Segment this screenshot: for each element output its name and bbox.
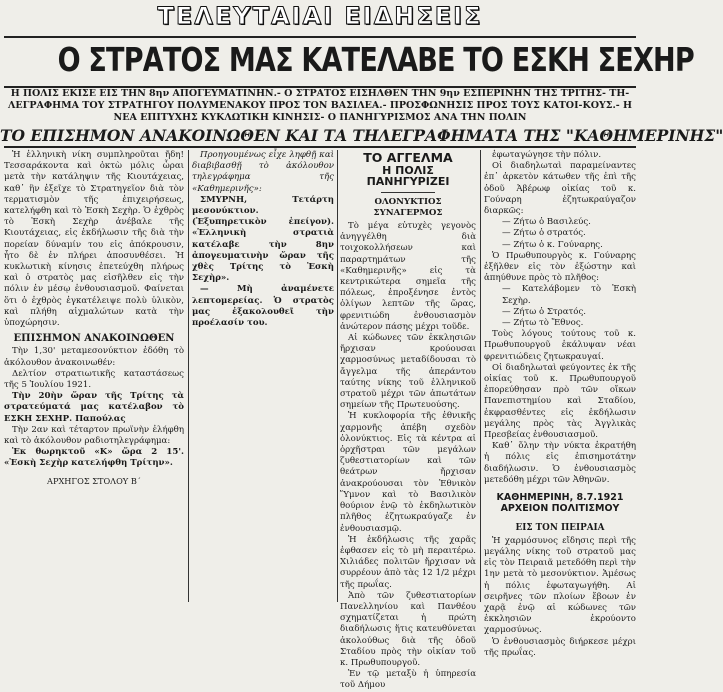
column-3 [340, 150, 476, 691]
article-paragraph: Ἐν τῷ μεταξὺ ἡ ὑπηρεσία τοῦ Δήμου [340, 669, 476, 691]
article-paragraph: Ἀπὸ τῶν ζυθεστιατορίων Πανελληνίου καὶ Πανθέου σχηματίζεται ἡ πρώτη διαδήλωσις ἥτις κατευθύνεται ἀκολούθως διὰ τῆς ὁδοῦ Σταδίου πρὸς τὴν οἰκίαν τοῦ κ. Πρωθυπουργοῦ. [340, 590, 476, 668]
piraeus-title: ΕΙΣ ΤΟΝ ΠΕΙΡΑΙΑ [515, 522, 605, 533]
main-headline: Ο ΣΤΡΑΤΟΣ ΜΑΣ ΚΑΤΕΛΑΒΕ ΤΟ ΕΣΚΗ ΣΕΧΗΡ [57, 40, 694, 79]
article-paragraph: Τοὺς λόγους τούτους τοῦ κ. Πρωθυπουργοῦ ἐκάλυψαν νέαι φρενιτιώδεις ζητωκραυγαί. [484, 329, 636, 362]
article-paragraph: Τὸ μέγα εὐτυχὲς γεγονὸς ἀνηγγέλθη διὰ τοιχοκολλήσεων καὶ παραρτημάτων τῆς «Καθημερινῆς» εἰς τὰ κεντρικώτερα σημεῖα τῆς πόλεως, ἐπροξένησε ἐντὸς ὀλίγων λεπτῶν τῆς ὥρας, φρενιτιώδη ἐνθουσιασμὸν ἀνώτερον πάσης μέχρι τοῦδε. [340, 221, 476, 332]
story-title: ΤΟ ΑΓΓΕΛΜΑ [363, 150, 453, 165]
column-divider [480, 150, 481, 602]
signature: ΑΡΧΗΓΟΣ ΣΤΟΛΟΥ Β΄ [47, 475, 141, 486]
story-title-2: Η ΠΟΛΙΣ ΠΑΝΗΓΥΡΙΖΕΙ [366, 164, 450, 189]
article-paragraph: Ἡ χαρμόσυνος εἴδησις περὶ τῆς μεγάλης νίκης τοῦ στρατοῦ μας εἰς τὸν Πειραιᾶ μετεδόθη περὶ τὴν 1ην μετὰ τὸ μεσονύκτιον. Ἀμέσως ἡ πόλις ἐφωταγωγήθη. Αἱ σειρῆνες τῶν πλοίων ἔβοων ἐν χαρᾷ ἐνῷ αἱ κώδωνες τῶν ἐκκλησιῶν ἐκρούοντο χαρμοσύνως. [484, 535, 636, 636]
column-divider [188, 150, 189, 602]
section-headline: ΤΟ ΕΠΙΣΗΜΟΝ ΑΝΑΚΟΙΝΩΘΕΝ ΚΑΙ ΤΑ ΤΗΛΕΓΡΑΦΗΜΑΤΑ ΤΗΣ "ΚΑΘΗΜΕΡΙΝΗΣ" [0, 126, 723, 145]
column-4 [484, 150, 636, 658]
article-paragraph: Οἱ διαδηλωταὶ φεύγοντες ἐκ τῆς οἰκίας τοῦ κ. Πρωθυπουργοῦ ἐπορεύθησαν πρὸ τῶν οἴκων Πανεπιστημίου καὶ Σταδίου, ἐκφρασθέντες εἰς ἐκδήλωσιν μεγάλης πρὸς τὰς Ἀγγλικὰς Πρεσβείας ἐνθουσιασμοῦ. [484, 362, 636, 441]
official-text: Τὴν 20ὴν ὥραν τῆς Τρίτης τὰ στρατεύματά μας κατέλαβον τὸ ΕΣΚΗ ΣΕΧΗΡ. Παπούλας [4, 391, 184, 424]
article-paragraph: Προηγουμένως εἶχε ληφθῇ καὶ διαβιβασθῇ τὸ ἀκόλουθον τηλεγράφημα τῆς «Καθημερινῆς»: [192, 150, 334, 194]
divider [4, 36, 636, 38]
article-paragraph: Καθ᾽ ὅλην τὴν νύκτα ἐκρατήθη ἡ πόλις εἰς ἐπισημοτάτην διαδήλωσιν. Ὁ ἐνθουσιασμὸς μετεδόθη μέχρι τῶν Ἀθηνῶν. [484, 441, 636, 485]
cheer-line: — Ζήτω ὁ στρατός. [502, 228, 586, 239]
divider [4, 146, 636, 148]
column-2 [192, 150, 334, 329]
column-1 [4, 150, 184, 600]
article-paragraph: Τὴν 1,30' μεταμεσονύκτιον ἐδόθη τὸ ἀκόλουθον ἀνακοινωθέν: [4, 346, 184, 368]
radio-telegram: Ἐκ θωρηκτοῦ «Κ» ὥρα 2 15'. «Ἐσκὴ Σεχὴρ κατελήφθη Τρίτην». [4, 447, 184, 469]
cheer-line: — Ζήτω ὁ Βασιλεύς. [502, 217, 591, 228]
article-paragraph: Ὁ Πρωθυπουργὸς κ. Γούναρης ἐξῆλθεν εἰς τὸν ἐξώστην καὶ ἀπηύθυνε πρὸς τὸ πλῆθος: [484, 250, 636, 284]
cheer-line: — Ζήτω ὁ κ. Γούναρης. [502, 239, 603, 250]
story-subtitle: ΟΛΟΝΥΚΤΙΟΣ ΣΥΝΑΓΕΡΜΟΣ [373, 196, 443, 218]
archive-caption: ΚΑΘΗΜΕΡΙΝΗ, 8.7.1921 [496, 492, 624, 504]
quote-line: — Ζήτω ὁ Στρατός. [502, 306, 587, 317]
article-paragraph: Δελτίον στρατιωτικῆς καταστάσεως τῆς 5 Ἰουλίου 1921. [4, 368, 184, 391]
official-announcement-title: ΕΠΙΣΗΜΟΝ ΑΝΑΚΟΙΝΩΘΕΝ [13, 333, 175, 345]
quote-line: — Ζήτω τὸ Ἔθνος. [502, 318, 584, 329]
quote-line: — Κατελάβομεν τὸ Ἐσκὴ Σεχὴρ. [502, 284, 636, 306]
column-divider [337, 150, 338, 602]
article-paragraph: Ἡ κυκλοφορία τῆς ἐθνικῆς χαρμονῆς ἀπέβη σχεδὸν ὁλονύκτιος. Εἰς τὰ κέντρα αἱ ὀρχῆστραι τῶν μεγάλων ζυθεστιατορίων καὶ τῶν θεάτρων ἤρχισαν ἀνακρούουσαι τὸν Ἐθνικὸν Ὕμνον καὶ τὸ Βασιλικὸν θούριον ἐνῷ τὸ ἐκδηλωτικὸν πλῆθος ἐζητωκραύγαζε ἐν ἐνθουσιασμῷ. [340, 411, 476, 534]
divider [381, 192, 435, 193]
kicker-headline: ΤΕΛΕΥΤΑΙΑΙ ΕΙΔΗΣΕΙΣ [157, 2, 483, 30]
article-paragraph: Ἡ ἐκδήλωσις τῆς χαρᾶς ἐφθασεν εἰς τὸ μὴ περαιτέρω. Χιλιάδες πολιτῶν ἤρχισαν νὰ συρρέουν ἀπὸ τὰς 12 1/2 μέχρι τῆς πρωΐας. [340, 534, 476, 590]
article-paragraph: Ἡ ἑλληνικὴ νίκη συμπληροῦται ἤδη! Τεσσαράκοντα καὶ ὀκτὼ μόλις ὧραι μετὰ τὴν κατάληψιν τῆς Κιουτάχειας, καθ᾽ ἣν ἐξεῖχε τὸ Στρατηγεῖον διὰ τὸν τερματισμὸν τῆς ἐπιχειρήσεως, κατελήφθη καὶ τὸ Ἐσκὴ Σεχὴρ. Ὁ ἐχθρὸς τὸ Ἐσκὴ Σεχὴρ ἀνέβαλε τῆς Κιουτάχειας, εἰς ἐκδήλωσιν τῆς διὰ τὴν πορείαν δύναμίν του εἰς ἀπόκρουσιν, ἦτο δὲ ἐν πλήρει ἀποσυνθέσει. Ἡ κυκλωτικὴ κίνησις ἐπετεύχθη πλήρως καὶ ὁ στρατὸς μας εἰσῆλθεν εἰς τὴν πόλιν ἐν μέσῳ ἐνθουσιασμοῦ. Φαίνεται ὅτι ὁ ἐχθρὸς ἐγκατέλειψε πολὺ ὑλικὸν, καὶ πλήθη αἰχμαλώτων κατὰ τὴν ὑποχώρησιν. [4, 150, 184, 329]
article-paragraph: Ὁ ἐνθουσιασμὸς διήρκεσε μέχρι τῆς πρωΐας. [484, 636, 636, 658]
article-paragraph: — Μὴ ἀναμένετε λεπτομερείας. Ὁ στρατὸς μας ἐξακολουθεῖ τὴν προέλασίν του. [192, 284, 334, 329]
article-paragraph: Οἱ διαδηλωταὶ παραμείναντες ἐπ᾽ ἀρκετὸν κάτωθεν τῆς ἐπὶ τῆς ὁδοῦ Ἀβέρωφ οἰκίας τοῦ κ. Γούναρη ἐζητωκραύγαζον διαρκῶς: [484, 161, 636, 217]
article-paragraph: Τὴν 2αν καὶ τέταρτον πρωϊνὴν ἐλήφθη καὶ τὸ ἀκόλουθον ραδιοτηλεγράφημα: [4, 424, 184, 447]
subheadline: Η ΠΟΛΙΣ ΕΚΙΣΕ ΕΙΣ ΤΗΝ 8ην ΑΠΟΓΕΥΜΑΤΙΝΗΝ.- Ο ΣΤΡΑΤΟΣ ΕΙΣΗΛΘΕΝ ΤΗΝ 9ην ΕΣΠΕΡΙΝΗΝ ΤΗΣ ΤΡΙΤΗΣ- ΤΗ-ΛΕΓΡΑΦΗΜΑ ΤΟΥ ΣΤΡΑΤΗΓΟΥ ΠΟΛΥΜΕΝΑΚΟΥ ΠΡΟΣ ΤΟΝ ΒΑΣΙΛΕΑ.- ΠΡΟΣΦΩΝΗΣΙΣ ΠΡΟΣ ΤΟΥΣ ΚΑΤΟΙ-ΚΟΥΣ.- Η ΝΕΑ ΕΠΙΤΥΧΗΣ ΚΥΚΛΩΤΙΚΗ ΚΙΝΗΣΙΣ- Ο ΠΑΝΗΓΥΡΙΣΜΟΣ ΑΝΑ ΤΗΝ ΠΟΛΙΝ [7, 88, 633, 123]
article-paragraph: Αἱ κώδωνες τῶν ἐκκλησιῶν ἤρχισαν κρούουσαι χαρμοσύνως μεταδίδουσαι τὸ ἄγγελμα τῆς ἀπεράντου ταύτης νίκης τοῦ ἑλληνικοῦ στρατοῦ μέχρι τῶν ἀπωτάτων σημείων τῆς Πρωτευούσης. [340, 333, 476, 411]
article-paragraph: ἐφωταγώγησε τὴν πόλιν. [492, 150, 602, 160]
archive-source: ΑΡΧΕΙΟΝ ΠΟΛΙΤΙΣΜΟΥ [500, 503, 620, 515]
dateline-telegram: ΣΜΥΡΝΗ, Τετάρτη μεσονύκτιον. (Ἐξυπηρετικὸν ἐπείγον). «Ἑλληνικὴ στρατιὰ κατέλαβε τὴν 8ην ἀπογευματινὴν ὥραν τῆς χθὲς Τρίτης τὸ Ἐσκὴ Σεχὴρ». [192, 194, 334, 284]
